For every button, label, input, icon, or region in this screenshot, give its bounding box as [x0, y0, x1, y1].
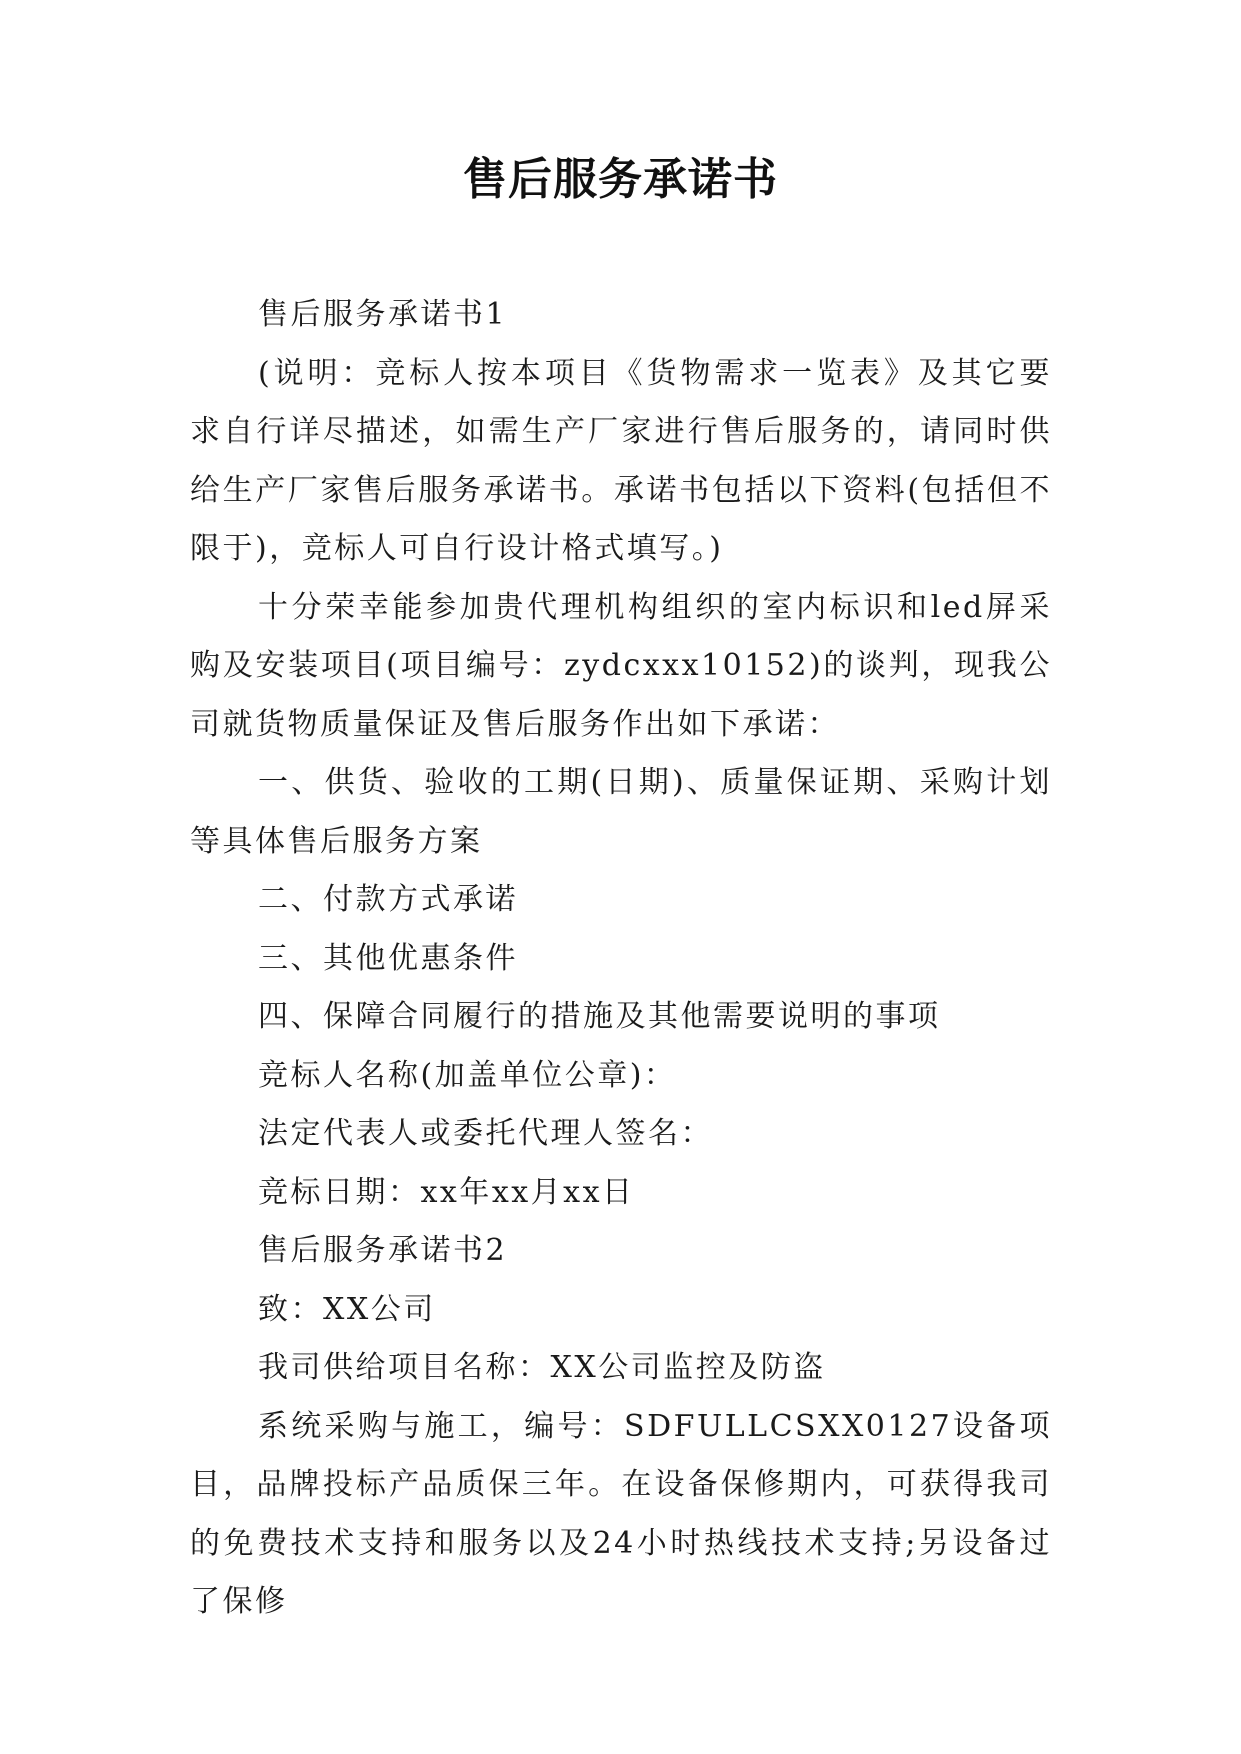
paragraph-date: 竞标日期：xx年xx月xx日: [258, 1174, 635, 1210]
paragraph-warranty: 系统采购与施工，编号：SDFULLCSXX0127设备项目，品牌投标产品质保三年。在设备保修期内，可获得我司的免费技术支持和服务以及24小时热线技术支持;另设备过了保修: [190, 1408, 1052, 1619]
paragraph-item-1: 一、供货、验收的工期(日期)、质量保证期、采购计划等具体售后服务方案: [190, 765, 1052, 859]
paragraph-bidder-name: 竞标人名称(加盖单位公章)：: [258, 1057, 677, 1093]
paragraph-signature: 法定代表人或委托代理人签名：: [258, 1116, 713, 1151]
paragraph-intro: 十分荣幸能参加贵代理机构组织的室内标识和led屏采购及安装项目(项目编号：zydcxxx10152)的谈判，现我公司就货物质量保证及售后服务作出如下承诺：: [190, 589, 1052, 742]
document-body: [190, 286, 1052, 1632]
paragraph-item-3: 三、其他优惠条件: [258, 940, 518, 976]
paragraph-item-2: 二、付款方式承诺: [258, 882, 518, 917]
paragraph-project-name: 我司供给项目名称：XX公司监控及防盗: [258, 1350, 826, 1385]
paragraph-item-4: 四、保障合同履行的措施及其他需要说明的事项: [258, 999, 941, 1034]
paragraph-heading-1: 售后服务承诺书1: [258, 297, 508, 332]
document-title: 售后服务承诺书: [463, 154, 778, 205]
paragraph-instructions: (说明：竞标人按本项目《货物需求一览表》及其它要求自行详尽描述，如需生产厂家进行售后服务的，请同时供给生产厂家售后服务承诺书。承诺书包括以下资料(包括但不限于)，竞标人可自行设计格式填写。): [190, 355, 1052, 566]
paragraph-recipient: 致：XX公司: [258, 1291, 436, 1327]
paragraph-heading-2: 售后服务承诺书2: [258, 1233, 508, 1268]
